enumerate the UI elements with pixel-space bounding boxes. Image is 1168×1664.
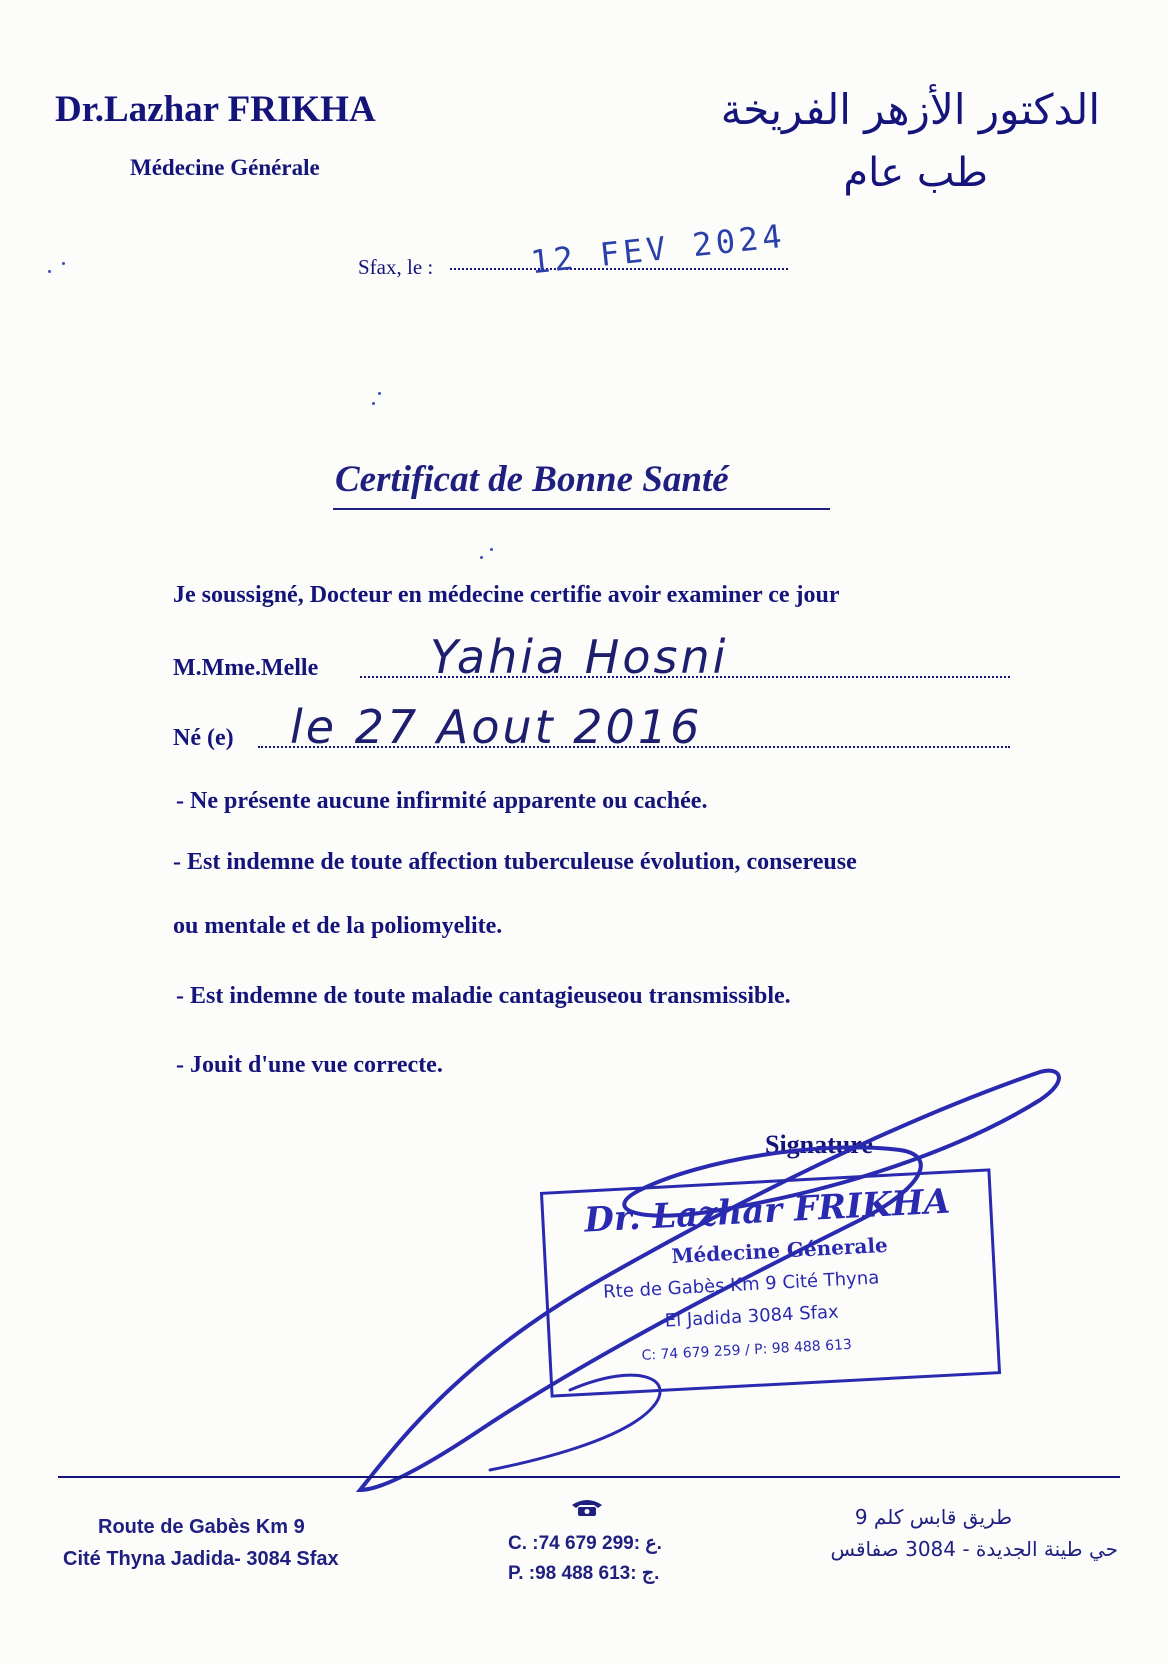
title-underline	[333, 508, 830, 510]
statement-item: - Est indemne de toute affection tuberculeuse évolution, consereuse	[173, 849, 857, 875]
stamp-doctor-name: Dr. Lazhar FRIKHA	[583, 1181, 952, 1241]
signature-stroke	[490, 1375, 660, 1470]
patient-name-handwritten: Yahia Hosni	[430, 630, 729, 684]
date-label: Sfax, le :	[358, 255, 434, 279]
statement-item-continued: ou mentale et de la poliomyelite.	[173, 913, 503, 939]
ink-speck	[480, 556, 483, 559]
patient-label: M.Mme.Melle	[173, 655, 319, 681]
footer-address-line1: Route de Gabès Km 9	[98, 1516, 305, 1538]
intro-text: Je soussigné, Docteur en médecine certifie avoir examiner ce jour	[173, 582, 840, 608]
ink-speck	[490, 548, 493, 551]
footer-divider	[58, 1476, 1120, 1478]
statement-item: - Jouit d'une vue correcte.	[176, 1052, 443, 1078]
born-label: Né (e)	[173, 725, 234, 751]
statement-item: - Est indemne de toute maladie cantagieuseou transmissible.	[176, 983, 791, 1009]
footer-address-arabic-line1: طريق قابس كلم 9	[854, 1505, 1012, 1529]
ink-speck	[48, 270, 51, 273]
certificate-title: Certificat de Bonne Santé	[335, 459, 729, 500]
doctor-name: Dr.Lazhar FRIKHA	[55, 89, 376, 130]
signature-stroke	[360, 1071, 1059, 1490]
footer-address-arabic-line2: حي طينة الجديدة - 3084 صفاقس	[830, 1537, 1118, 1561]
signature-label: Signature	[765, 1130, 873, 1159]
stamp-address-line1: Rte de Gabès Km 9 Cité Thyna	[602, 1267, 880, 1303]
birth-date-handwritten: le 27 Aout 2016	[290, 700, 703, 754]
footer-address-line2: Cité Thyna Jadida- 3084 Sfax	[63, 1548, 339, 1570]
stamp-address-line2: El Jadida 3084 Sfax	[664, 1301, 840, 1332]
telephone-icon	[570, 1497, 604, 1517]
stamp-specialty: Médecine Génerale	[670, 1232, 889, 1269]
handwritten-signature	[340, 1060, 1080, 1500]
doctor-specialty: Médecine Générale	[130, 155, 320, 180]
footer-phone-p: P. :98 488 613: ج.	[508, 1563, 660, 1584]
ink-speck	[372, 402, 375, 405]
footer-phone-c: C. :74 679 299: ع.	[508, 1533, 662, 1554]
doctor-specialty-arabic: طب عام	[843, 150, 988, 196]
doctor-name-arabic: الدكتور الأزهر الفريخة	[720, 85, 1100, 134]
ink-speck	[62, 262, 65, 265]
ink-speck	[378, 392, 381, 395]
date-stamp: 12 FEV 2024	[528, 216, 788, 282]
stamp-phone: C: 74 679 259 / P: 98 488 613	[641, 1336, 853, 1364]
statement-item: - Ne présente aucune infirmité apparente ou cachée.	[176, 788, 708, 814]
